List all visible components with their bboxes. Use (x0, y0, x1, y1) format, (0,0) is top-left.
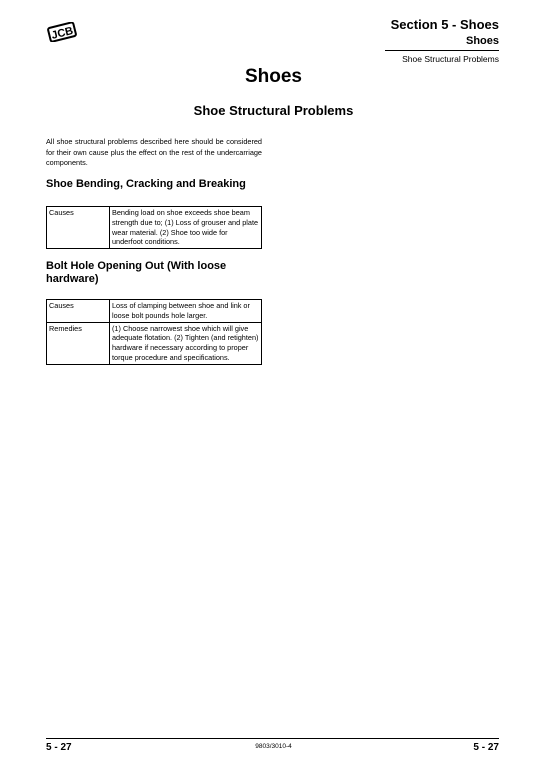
row-text: Loss of clamping between shoe and link or loose bolt pounds hole larger. (110, 300, 262, 323)
bolt-hole-table (46, 299, 262, 365)
page-subtitle: Shoe Structural Problems (193, 103, 354, 118)
jcb-logo (47, 22, 77, 42)
document-number: 9803/3010-4 (255, 743, 292, 750)
row-text: Bending load on shoe exceeds shoe beam strength due to; (1) Loss of grouser and plate wear material. (2) Shoe too wide for underfoot conditions. (110, 207, 262, 249)
footer-divider (46, 738, 499, 739)
page-number-right: 5 - 27 (473, 742, 499, 753)
table-row (47, 300, 262, 323)
intro-paragraph: All shoe structural problems described here should be considered for their own cause plus the effect on the rest of the undercarriage components. (46, 137, 262, 167)
table-row (47, 322, 262, 364)
page-title: Shoes (244, 66, 303, 87)
shoe-bending-table (46, 206, 262, 249)
section-title: Section 5 - Shoes (390, 17, 499, 32)
row-text: (1) Choose narrowest shoe which will give adequate flotation. (2) Tighten (and retighten) hardware if necessary according to proper torque procedure and specifications. (110, 322, 262, 364)
heading-bolt-hole: Bolt Hole Opening Out (With loose hardware) (46, 260, 227, 285)
row-label: Causes (47, 300, 110, 323)
row-label: Causes (47, 207, 110, 249)
table-row (47, 207, 262, 249)
row-label: Remedies (47, 322, 110, 364)
subsection-title: Shoes (465, 35, 499, 47)
topic-label: Shoe Structural Problems (402, 54, 499, 64)
svg-text:JCB: JCB (50, 24, 75, 42)
header-divider (385, 50, 499, 51)
page-number-left: 5 - 27 (46, 742, 72, 753)
heading-shoe-bending: Shoe Bending, Cracking and Breaking (46, 178, 246, 190)
